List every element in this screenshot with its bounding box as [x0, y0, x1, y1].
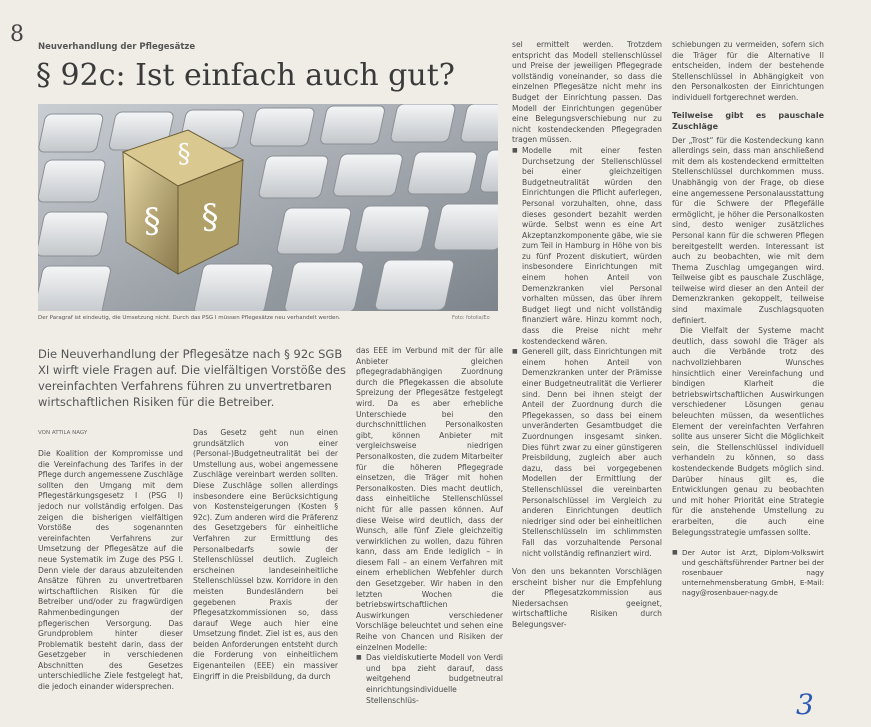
article-photo [38, 104, 498, 311]
headline: § 92c: Ist einfach auch gut? [36, 58, 455, 93]
body-paragraph: Das Gesetz geht nun einen grundsätzlich von einer (Personal-)Budgetneutralität bei der Umstellung aus, wobei angemessene Zuschläge vereinbart werden sollten. Diese Zuschläge sollen allerdings insbesondere eine Berücksichtigung von Kostensteigerungen (Kosten § 92c). Zum anderen wird die Präferenz des Gesetzgebers für einheitliche Verfahren zur Ermittlung des Personalbedarfs sowie der Stellenschlüssel deutlich. Zugleich erscheinen landeseinheitliche Stellenschlüssel bzw. Korridore in den meisten Bundesländern bei gegebenen Praxis der Pflegesatzkommissionen so, dass darauf Wege auch hier eine Umsetzung findet. Ziel ist es, aus den beiden Anforderungen entsteht durch die Forderung von einheitlichem Eigenanteilen (EEE) ein massiver Eingriff in die Preisbildung, da durch [193, 428, 338, 681]
photo-credit: Foto: fotolia/Eo [452, 315, 490, 321]
text-column-4 [512, 40, 662, 719]
text-column-1 [38, 449, 183, 719]
svg-text:§: § [177, 139, 191, 169]
text-column-3 [356, 346, 503, 719]
text-column-5 [672, 40, 824, 719]
section-mark: 8 [10, 22, 24, 47]
body-paragraph: schiebungen zu vermeiden, sofern sich die Träger für die Alternative II entscheiden, indem der bestehende Stellenschlüssel in Abhängigkeit von den Personalkosten der Einrichtungen individuell fortgerechnet werden. [672, 40, 824, 102]
subheading: Teilweise gibt es pauschale Zuschläge [672, 110, 824, 131]
body-paragraph: Die Vielfalt der Systeme macht deutlich, dass sowohl die Träger als auch die Verbände trotz des nachvollziehbaren Wunsches hinsichtlich einer Vereinfachung und bindigen Klarheit die betriebswirtschaftlichen Auswirkungen verschiedener Lösungen genau beleuchten müssen, da wesentliches Element der vereinfachten Verfahren sollte aus unserer Sicht die Möglichkeit sein, die Stellenschlüssel individuell verhandeln zu können, so dass kostendeckende Budgets möglich sind. Darüber hinaus gilt es, die Entwicklungen genau zu beobachten und mit hoher Priorität eine Strategie für die anstehende Umstellung zu erarbeiten, die auch eine Belegungsstrategie umfassen sollte. [672, 326, 824, 537]
page-number: 3 [796, 688, 814, 721]
text-column-2 [193, 428, 338, 719]
body-paragraph: Die Koalition der Kompromisse und die Vereinfachung des Tarifes in der Pflege durch angemessene Zuschläge sollten den Umgang mit dem Pflegestärkungsgesetz I (PSG I) jedoch nur vollständig erfolgen. Das zeigen die bisherigen vielfältigen Vorstöße des sogenannten vereinfachten Verfahrens zur Umsetzung der Pflegesätze auf die neue Systematik im Zuge des PSG I. Denn viele der daraus abzuleitenden Ansätze führen zu unvertretbaren wirtschaftlichen Risiken für die Betreiber und/oder zu fragwürdigen Rahmenbedingungen der pflegerischen Versorgung. Das Grundproblem hinter dieser Problematik besteht darin, dass der Gesetzgeber in verschiedenen Abschnitten des Gesetzes unterschiedliche Ziele festgelegt hat, die jedoch einander widersprechen. [38, 449, 183, 692]
svg-text:§: § [201, 197, 219, 237]
author-bio [672, 548, 824, 598]
bullet-item: ■ Generell gilt, dass Einrichtungen mit einem hohen Anteil von Demenzkranken unter der Prämisse einer Budgetneutralität die Verlierer sind. Denn bei ihnen steigt der Anteil der Zuordnung durch die Pflegekassen, so dass bei einem unveränderten Gesamtbudget die Zuordnungen insgesamt sinken. Dies führt zwar zu einer günstigeren Preisbildung, zugleich aber auch dazu, dass bei vorgegebenen Modellen der Ermittlung der Stellenschlüssel die vereinbarten Personalschlüssel im Vergleich zu anderen Einrichtungen deutlich niedriger sind oder bei einheitlichen Stellenschlüsseln im schlimmsten Fall das vorzuhaltende Personal nicht vollständig refinanziert wird. [522, 347, 662, 559]
body-paragraph: sel ermittelt werden. Trotzdem entspricht das Modell stellenschlüssel und Preise der jeweiligen Pflegegrade vollständig voneinander, so dass die einzelnen Pflegesätze nicht mehr ins Budget der Einrichtung passen. Das Modell der Einrichtungen gegenüber eine Belegungsverschiebung nur zu nicht kostendeckenden Pflegegraden tragen müssen. [512, 40, 662, 145]
svg-text:§: § [143, 201, 161, 241]
body-paragraph: Der „Trost“ für die Kostendeckung kann allerdings sein, dass man anschließend mit dem als kostendeckend ermittelten Stellenschlüssel durchkommen muss. Unabhängig von der Frage, ob diese eine angemessene Personalausstattung für die Schwere der Pflegefälle ermöglicht, je höher die Personalkosten sind, desto weniger zusätzliches Personal kann für die schweren Pflegen bereitgestellt werden. Interessant ist auch zu beobachten, wie mit dem Thema Zuschlag umgegangen wird. Teilweise gibt es pauschale Zuschläge, teilweise wird dieser an den Anteil der Demenzkranken gekoppelt, teilweise sind maximale Zuschlagsquoten definiert. [672, 135, 824, 325]
body-paragraph: Von den uns bekannten Vorschlägen erscheint bisher nur die Empfehlung der Pflegesatzkommission aus Niedersachsen geeignet, wirtschaftliche Risiken durch Belegungsver- [512, 567, 662, 630]
photo-caption: Der Paragraf ist eindeutig, die Umsetzung nicht. Durch das PSG I müssen Pflegesätze neu verhandelt werden. [38, 315, 341, 321]
lead-paragraph: Die Neuverhandlung der Pflegesätze nach § 92c SGB XI wirft viele Fragen auf. Die vielfältigen Vorstöße des vereinfachten Verfahrens führen zu unvertretbaren wirtschaftlichen Risiken für die Betreiber. [38, 347, 346, 409]
author-byline: VON ATTILA NAGY [38, 430, 88, 436]
author-bio-text: ■ Der Autor ist Arzt, Diplom-Volkswirt und geschäftsführender Partner bei der rosenbauer nagy unternehmensberatung GmbH, E-Mail: nagy@rosenbauer-nagy.de [682, 548, 824, 598]
bullet-item: ■ Das vieldiskutierte Modell von Verdi und bpa zieht darauf, dass weitgehend budgetneutral einrichtungsindividuelle Stellenschlüs- [366, 653, 503, 706]
body-paragraph: das EEE im Verbund mit der für alle Anbieter gleichen pflegegradabhängigen Zuordnung durch die Pflegekassen die absolute Spreizung der Pflegesätze festgelegt wird. Da es aber erhebliche Unterschiede bei den durchschnittlichen Personalkosten gibt, können Anbieter mit vergleichsweise niedrigen Personalkosten, die zudem Mitarbeiter für die höheren Pflegegrade einsetzen, die Träger mit hohen Personalkosten. Dies macht deutlich, dass einheitliche Stellenschlüssel nicht für alle passen können. Auf diese Weise wird deutlich, dass der Wunsch, alle fünf Ziele gleichzeitig verwirklichen zu wollen, dazu führen kann, dass am Ende lediglich – in diesem Fall – an einem Verfahren mit einem erheblichen Webfehler durch den Gesetzgeber. Wir haben in den letzten Wochen die betriebswirtschaftlichen Auswirkungen verschiedener Vorschläge beleuchtet und sehen eine Reihe von Chancen und Risiken der einzelnen Modelle: [356, 346, 503, 652]
keyboard-dice-illustration [38, 104, 498, 311]
bullet-item: ■ Modelle mit einer festen Durchsetzung der Stellenschlüssel bei einer gleichzeitigen Budgetneutralität würden den Einrichtungen die Pflicht auferlegen, Personal vorzuhalten, ohne, dass dieses gesondert bezahlt werden würde. Selbst wenn es eine Art Akzeptanzkomponente gäbe, wie sie zum Teil in Hamburg in Höhe von bis zu fünf Prozent diskutiert, würden insbesondere Einrichtungen mit einem hohen Anteil von Demenzkranken viel Personal vorhalten müssen, das über ihrem Budget liegt und nicht vollständig finanziert wäre. Hinzu kommt noch, dass die Preise nicht mehr kostendeckend wären. [522, 146, 662, 347]
kicker: Neuverhandlung der Pflegesätze [38, 42, 196, 52]
